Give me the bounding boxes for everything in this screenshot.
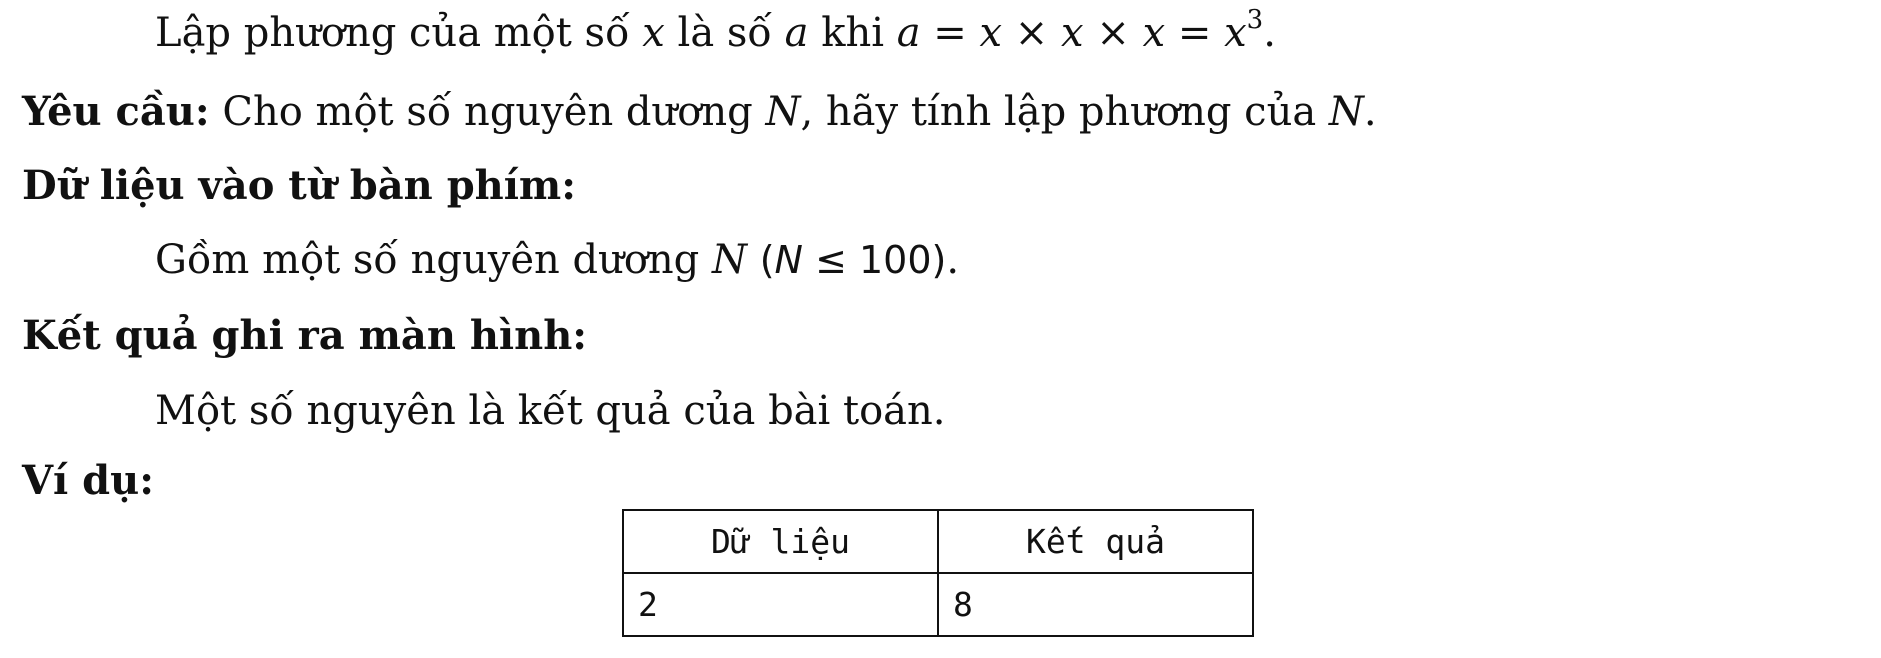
- table-row: [623, 573, 1253, 636]
- request-text: , hãy tính lập phương của: [800, 89, 1329, 135]
- example-table: [622, 509, 1254, 637]
- math-var-x: x: [1061, 10, 1084, 56]
- period: .: [1263, 10, 1276, 56]
- math-var-a: a: [784, 10, 809, 56]
- math-var-x: x: [642, 10, 665, 56]
- input-description: [155, 237, 959, 283]
- table-header-row: [623, 510, 1253, 573]
- math-var-x: x: [1142, 10, 1166, 56]
- request-line: [22, 88, 1377, 135]
- math-var-a: a: [896, 10, 921, 56]
- column-header-output: Kết quả: [938, 510, 1253, 573]
- example-heading: Ví dụ:: [22, 457, 154, 504]
- math-var-n: N: [765, 89, 801, 135]
- times-sign: ×: [1083, 10, 1143, 56]
- exponent: 3: [1246, 5, 1264, 35]
- output-heading: Kết quả ghi ra màn hình:: [22, 312, 588, 359]
- request-label: Yêu cầu:: [22, 88, 210, 135]
- input-heading: Dữ liệu vào từ bàn phím:: [22, 162, 577, 209]
- period: .: [1363, 89, 1377, 135]
- input-text: Gồm một số nguyên dương: [155, 237, 712, 283]
- intro-text: Lập phương của một số: [155, 10, 643, 56]
- open-paren: (: [759, 238, 775, 282]
- math-var-x: x: [1224, 10, 1247, 56]
- intro-text: khi: [808, 10, 897, 56]
- column-header-input: Dữ liệu: [623, 510, 938, 573]
- math-var-x: x: [979, 10, 1003, 56]
- request-text: Cho một số nguyên dương: [209, 89, 766, 135]
- close-paren: ): [931, 238, 947, 282]
- output-description: Một số nguyên là kết quả của bài toán.: [155, 388, 946, 434]
- period: .: [946, 237, 960, 283]
- equals-sign: =: [1165, 10, 1225, 56]
- intro-text: là số: [664, 10, 785, 56]
- equals-sign: =: [920, 10, 980, 56]
- math-var-n: N: [1328, 89, 1364, 135]
- constraint: ≤ 100: [802, 238, 932, 282]
- cell-output: 8: [938, 573, 1253, 636]
- math-var-n: N: [774, 238, 803, 282]
- intro-line: [155, 5, 1276, 56]
- cell-input: 2: [623, 573, 938, 636]
- times-sign: ×: [1002, 10, 1062, 56]
- math-var-n: N: [712, 237, 747, 283]
- space: [747, 237, 760, 283]
